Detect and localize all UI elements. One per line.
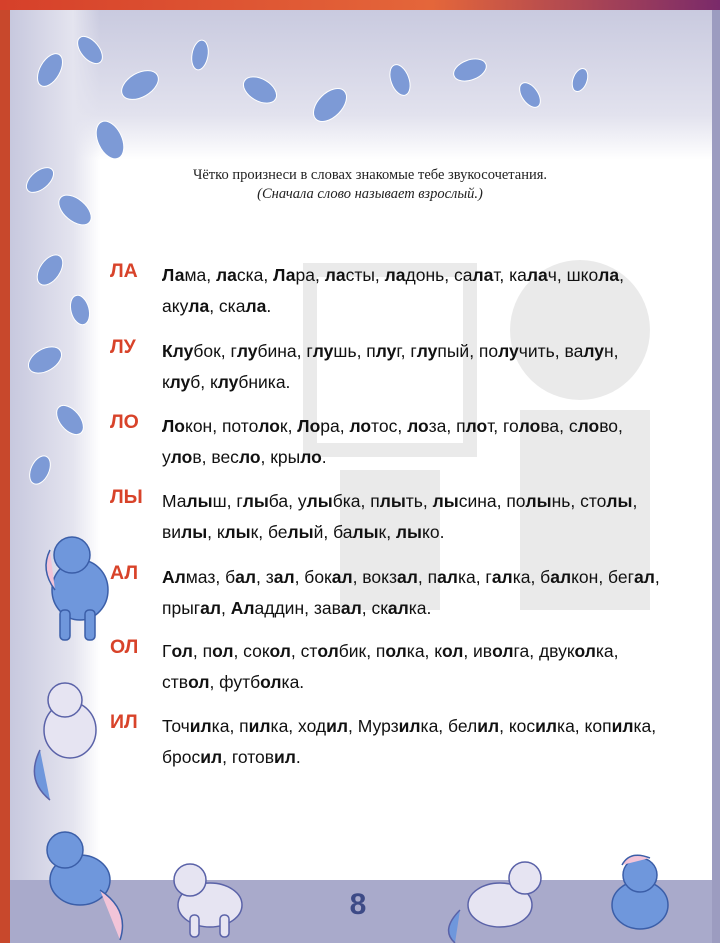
pony-left-2 bbox=[34, 683, 96, 800]
word-list bbox=[162, 486, 662, 548]
word-text: ть, bbox=[405, 491, 433, 511]
page-number: 8 bbox=[349, 888, 367, 921]
highlighted-syllable: лы bbox=[379, 491, 406, 511]
word-text: Ма bbox=[162, 491, 187, 511]
word-text: бок, г bbox=[193, 341, 237, 361]
highlighted-syllable: лу bbox=[583, 341, 604, 361]
highlighted-syllable: ол bbox=[171, 641, 193, 661]
highlighted-syllable: лы bbox=[395, 522, 422, 542]
word-text: бик, п bbox=[338, 641, 386, 661]
highlighted-syllable: ил bbox=[189, 716, 212, 736]
highlighted-syllable: ал bbox=[273, 567, 295, 587]
pony-bottom-1 bbox=[174, 864, 242, 937]
word-text: ма, bbox=[184, 265, 216, 285]
word-text: й, ба bbox=[313, 522, 353, 542]
word-text: , аку bbox=[162, 265, 624, 316]
highlighted-syllable: ал bbox=[634, 567, 655, 587]
word-list bbox=[162, 336, 662, 398]
highlighted-syllable: ол bbox=[441, 641, 464, 661]
highlighted-syllable: лу bbox=[217, 372, 239, 392]
highlighted-syllable: лы bbox=[432, 491, 459, 511]
word-text: , з bbox=[255, 567, 274, 587]
word-text: к, bbox=[279, 416, 298, 436]
highlighted-syllable: ил bbox=[326, 716, 349, 736]
word-text: ш, г bbox=[212, 491, 243, 511]
syllable-label: ЛЫ bbox=[110, 486, 143, 508]
highlighted-syllable: ол bbox=[385, 641, 407, 661]
word-text: чить, ва bbox=[518, 341, 584, 361]
top-edge-strip bbox=[0, 0, 720, 10]
word-text: сина, по bbox=[458, 491, 526, 511]
highlighted-syllable: ал bbox=[550, 567, 572, 587]
word-text: т, го bbox=[487, 416, 519, 436]
highlighted-syllable: ла bbox=[598, 265, 620, 285]
highlighted-syllable: ол bbox=[574, 641, 596, 661]
word-text: . bbox=[321, 447, 327, 467]
highlighted-syllable: лы bbox=[525, 491, 552, 511]
highlighted-syllable: ал bbox=[491, 567, 513, 587]
highlighted-syllable: ла bbox=[245, 296, 267, 316]
highlighted-syllable: ло bbox=[238, 447, 261, 467]
highlighted-syllable: ол bbox=[188, 672, 210, 692]
highlighted-syllable: ла bbox=[324, 265, 346, 285]
word-list bbox=[162, 260, 662, 322]
highlighted-syllable: ил bbox=[611, 716, 634, 736]
highlighted-syllable: ил bbox=[248, 716, 271, 736]
word-text: , п bbox=[192, 641, 213, 661]
highlighted-syllable: лы bbox=[287, 522, 314, 542]
word-text: ка, коп bbox=[557, 716, 612, 736]
word-text: . bbox=[295, 747, 301, 767]
highlighted-syllable: лу bbox=[169, 372, 191, 392]
word-text: ка. bbox=[281, 672, 305, 692]
highlighted-syllable: ло bbox=[170, 447, 193, 467]
word-text: ка, ход bbox=[270, 716, 327, 736]
syllable-label: ОЛ bbox=[110, 636, 139, 658]
pony-bottom-2 bbox=[449, 862, 541, 943]
word-text: во, у bbox=[162, 416, 623, 467]
word-text: , сок bbox=[233, 641, 270, 661]
word-text: кон, бег bbox=[571, 567, 634, 587]
word-text: б, к bbox=[190, 372, 218, 392]
right-page-edge bbox=[712, 10, 720, 943]
word-text: ра, bbox=[295, 265, 325, 285]
highlighted-syllable: ал bbox=[397, 567, 418, 587]
word-text: ка, п bbox=[211, 716, 249, 736]
word-text: ка. bbox=[408, 598, 432, 618]
word-text: т, ка bbox=[493, 265, 527, 285]
instruction bbox=[100, 167, 640, 203]
word-text: ска, bbox=[236, 265, 274, 285]
syllable-label: ИЛ bbox=[110, 711, 138, 733]
word-text: сты, bbox=[345, 265, 385, 285]
highlighted-syllable: ол bbox=[269, 641, 291, 661]
pony-bottom-3 bbox=[612, 855, 668, 929]
word-text: , ив bbox=[463, 641, 493, 661]
word-text: кон, пото bbox=[184, 416, 259, 436]
word-text: бина, г bbox=[257, 341, 313, 361]
highlighted-syllable: ол bbox=[260, 672, 282, 692]
word-text: бника. bbox=[238, 372, 291, 392]
word-list bbox=[162, 411, 662, 473]
word-text: Точ bbox=[162, 716, 190, 736]
word-text: , прыг bbox=[162, 567, 660, 618]
word-text: Г bbox=[162, 641, 172, 661]
word-text: ба, у bbox=[268, 491, 307, 511]
highlighted-syllable: ил bbox=[200, 747, 223, 767]
word-text: тос, bbox=[371, 416, 408, 436]
word-text: к, bbox=[378, 522, 396, 542]
syllable-label: АЛ bbox=[110, 562, 139, 584]
word-text: к, бе bbox=[250, 522, 288, 542]
highlighted-syllable: лу bbox=[312, 341, 334, 361]
word-text: пый, по bbox=[437, 341, 499, 361]
highlighted-syllable: ал bbox=[200, 598, 222, 618]
word-text: , готов bbox=[222, 747, 275, 767]
word-text: , ск bbox=[361, 598, 388, 618]
word-text: . bbox=[266, 296, 272, 316]
highlighted-syllable: ал bbox=[331, 567, 353, 587]
word-text: га, двук bbox=[513, 641, 575, 661]
highlighted-syllable: ал bbox=[340, 598, 362, 618]
word-text: в, вес bbox=[192, 447, 239, 467]
highlighted-syllable: ло bbox=[300, 447, 322, 467]
word-text: ч, шко bbox=[547, 265, 599, 285]
highlighted-syllable: ол bbox=[317, 641, 339, 661]
highlighted-syllable: ал bbox=[387, 598, 409, 618]
highlighted-syllable: ла bbox=[215, 265, 237, 285]
highlighted-syllable: ал bbox=[235, 567, 256, 587]
pony-decorations bbox=[10, 10, 720, 943]
highlighted-syllable: ло bbox=[407, 416, 429, 436]
highlighted-syllable: лу bbox=[236, 341, 258, 361]
instruction-note: (Сначала слово называет взрослый.) bbox=[257, 186, 483, 202]
highlighted-syllable: лы bbox=[306, 491, 333, 511]
syllable-label: ЛА bbox=[110, 260, 138, 282]
syllable-label: ЛО bbox=[110, 411, 139, 433]
word-text: , ви bbox=[162, 491, 638, 542]
highlighted-syllable: лу bbox=[498, 341, 519, 361]
highlighted-syllable: лы bbox=[224, 522, 251, 542]
word-text: ка, г bbox=[457, 567, 492, 587]
highlighted-syllable: Ла bbox=[273, 265, 296, 285]
word-text: бка, п bbox=[332, 491, 380, 511]
word-text: ра, bbox=[320, 416, 350, 436]
word-text: ко. bbox=[421, 522, 445, 542]
highlighted-syllable: Ло bbox=[162, 416, 185, 436]
word-text: , к bbox=[207, 522, 225, 542]
word-text: г, г bbox=[396, 341, 417, 361]
word-text: аддин, зав bbox=[254, 598, 341, 618]
word-text: , bbox=[221, 598, 231, 618]
word-text: , кос bbox=[499, 716, 536, 736]
highlighted-syllable: ол bbox=[212, 641, 234, 661]
highlighted-syllable: ал bbox=[437, 567, 458, 587]
word-text: , ст bbox=[290, 641, 318, 661]
word-text: ка, б bbox=[512, 567, 551, 587]
highlighted-syllable: ло bbox=[518, 416, 541, 436]
word-text: н, к bbox=[162, 341, 619, 392]
highlighted-syllable: Ло bbox=[297, 416, 321, 436]
highlighted-syllable: лы bbox=[606, 491, 633, 511]
highlighted-syllable: Ал bbox=[162, 567, 186, 587]
highlighted-syllable: лы bbox=[181, 522, 208, 542]
highlighted-syllable: ил bbox=[398, 716, 421, 736]
highlighted-syllable: ло bbox=[465, 416, 488, 436]
word-text: донь, са bbox=[405, 265, 473, 285]
word-text: , кры bbox=[260, 447, 301, 467]
word-text: , бок bbox=[294, 567, 332, 587]
word-text: ка, ств bbox=[162, 641, 619, 692]
word-text: , Мурз bbox=[348, 716, 399, 736]
word-text: , ска bbox=[209, 296, 246, 316]
word-list bbox=[162, 562, 662, 624]
word-text: , футб bbox=[209, 672, 261, 692]
word-text: ка, брос bbox=[162, 716, 657, 767]
highlighted-syllable: лы bbox=[242, 491, 269, 511]
highlighted-syllable: ла bbox=[526, 265, 548, 285]
highlighted-syllable: ла bbox=[188, 296, 210, 316]
word-text: , вокз bbox=[352, 567, 398, 587]
word-text: ка, к bbox=[406, 641, 442, 661]
word-text: за, п bbox=[428, 416, 466, 436]
highlighted-syllable: Ла bbox=[162, 265, 185, 285]
book-page bbox=[10, 10, 720, 943]
highlighted-syllable: лу bbox=[375, 341, 397, 361]
highlighted-syllable: Ал bbox=[230, 598, 255, 618]
highlighted-syllable: Клу bbox=[162, 341, 194, 361]
word-text: нь, сто bbox=[551, 491, 607, 511]
syllable-label: ЛУ bbox=[110, 336, 136, 358]
pony-left-3 bbox=[47, 832, 123, 940]
word-text: ка, бел bbox=[420, 716, 478, 736]
highlighted-syllable: ла bbox=[384, 265, 406, 285]
word-list bbox=[162, 636, 662, 698]
word-text: , п bbox=[417, 567, 438, 587]
highlighted-syllable: ла bbox=[472, 265, 494, 285]
word-text: ва, с bbox=[540, 416, 578, 436]
highlighted-syllable: ил bbox=[535, 716, 558, 736]
highlighted-syllable: ол bbox=[492, 641, 514, 661]
highlighted-syllable: лы bbox=[352, 522, 379, 542]
highlighted-syllable: ил bbox=[274, 747, 296, 767]
highlighted-syllable: ло bbox=[349, 416, 372, 436]
highlighted-syllable: ил bbox=[477, 716, 500, 736]
word-text: маз, б bbox=[185, 567, 236, 587]
word-list bbox=[162, 711, 662, 773]
word-text: шь, п bbox=[333, 341, 376, 361]
highlighted-syllable: лу bbox=[416, 341, 438, 361]
instruction-line: Чётко произнеси в словах знакомые тебе звукосочетания. bbox=[192, 167, 548, 183]
highlighted-syllable: ло bbox=[577, 416, 600, 436]
highlighted-syllable: лы bbox=[186, 491, 213, 511]
highlighted-syllable: ло bbox=[258, 416, 280, 436]
pony-left-1 bbox=[46, 537, 108, 640]
